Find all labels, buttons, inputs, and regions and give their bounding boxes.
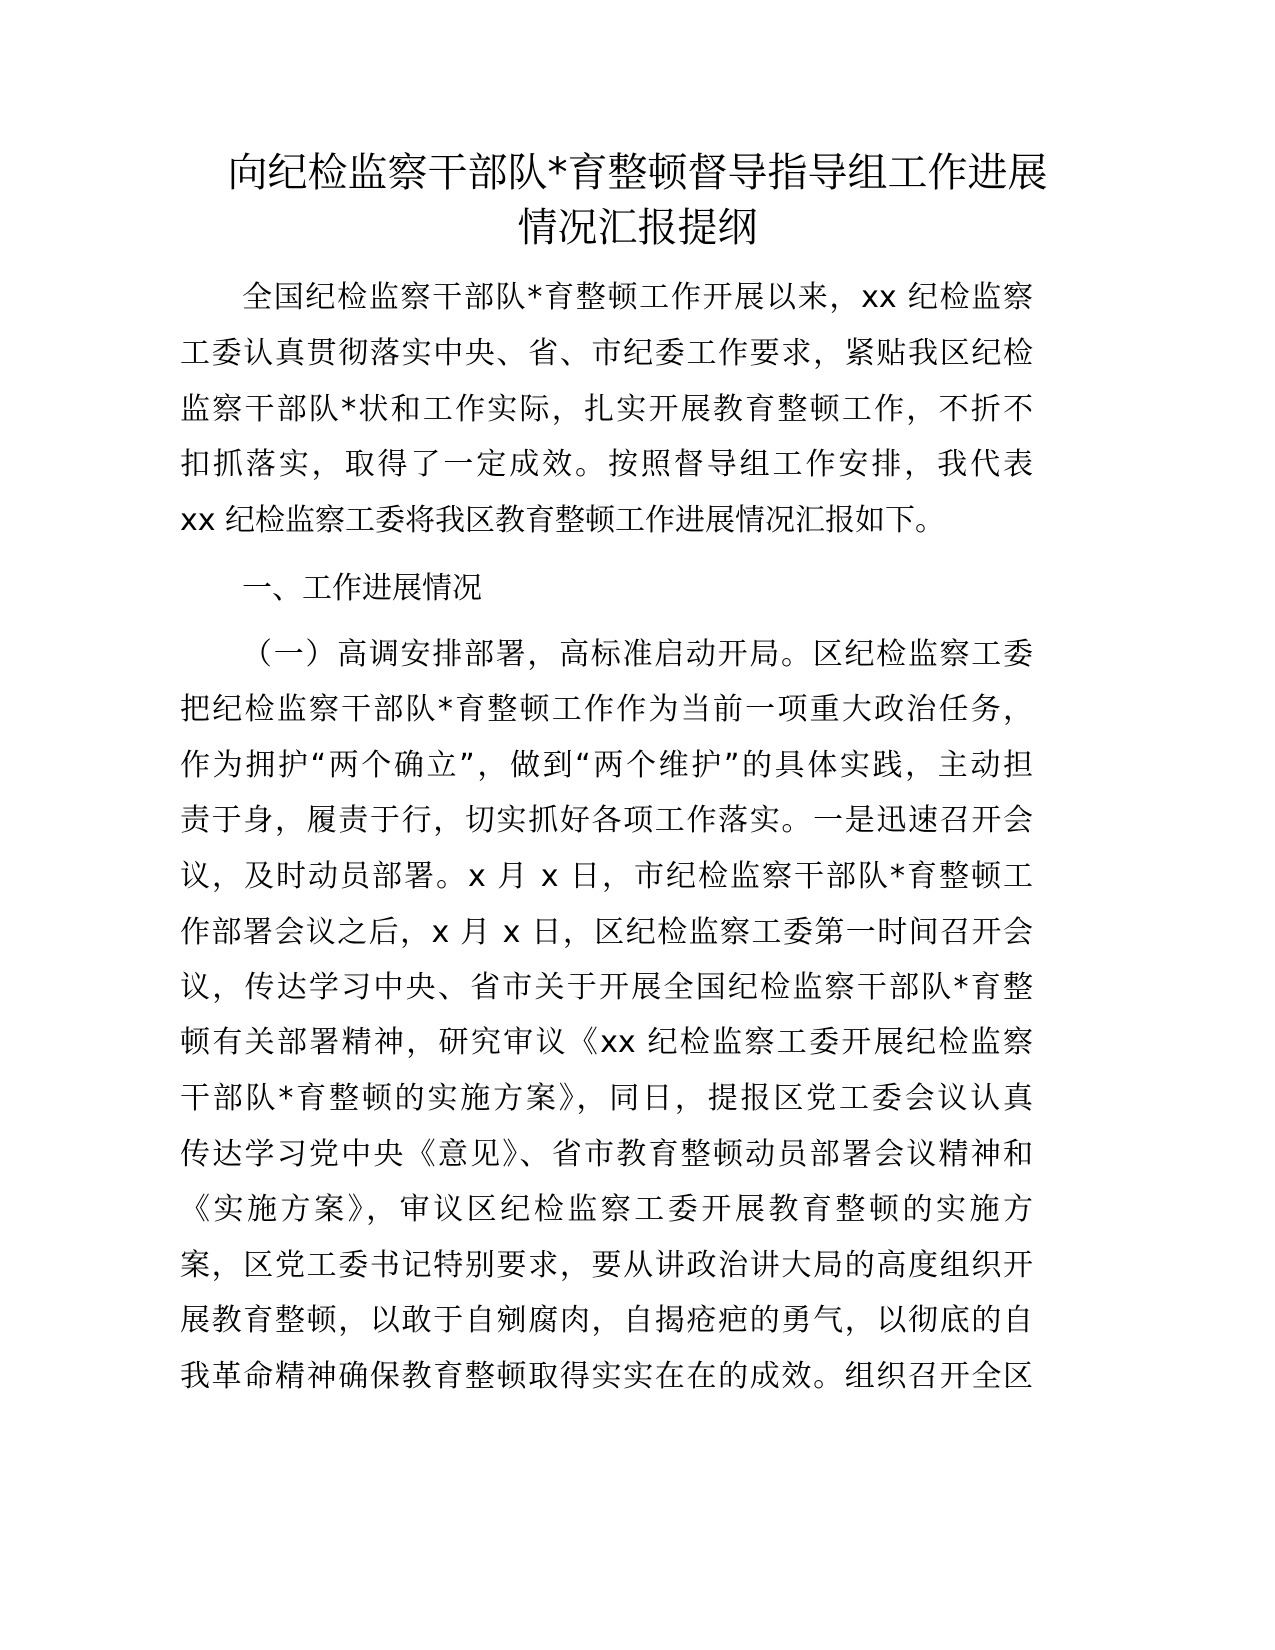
text-line: 把纪检监察干部队*育整顿工作作为当前一项重大政治任务， xyxy=(180,692,1033,727)
text-line: （一）高调安排部署，高标准启动开局。区纪检监察工委 xyxy=(242,637,1033,672)
text-line: 我革命精神确保教育整顿取得实实在在的成效。组织召开全区 xyxy=(180,1359,1033,1394)
text-line: 监察干部队*状和工作实际，扎实开展教育整顿工作，不折不 xyxy=(180,392,1033,427)
document-title-line-2: 情况汇报提纲 xyxy=(517,205,758,251)
text-line: 《实施方案》，审议区纪检监察工委开展教育整顿的实施方 xyxy=(180,1192,1033,1227)
text-line: 干部队*育整顿的实施方案》，同日，提报区党工委会议认真 xyxy=(180,1081,1033,1116)
text-line: xx 纪检监察工委将我区教育整顿工作进展情况汇报如下。 xyxy=(180,503,946,538)
text-line: 责于身，履责于行，切实抓好各项工作落实。一是迅速召开会 xyxy=(180,803,1033,838)
text-line: 顿有关部署精神，研究审议《xx 纪检监察工委开展纪检监察 xyxy=(180,1025,1033,1060)
text-line: 议，传达学习中央、省市关于开展全国纪检监察干部队*育整 xyxy=(180,970,1033,1005)
text-line: 案，区党工委书记特别要求，要从讲政治讲大局的高度组织开 xyxy=(180,1248,1033,1283)
text-line: 展教育整顿，以敢于自剜腐肉，自揭疮疤的勇气，以彻底的自 xyxy=(180,1303,1033,1338)
text-line: 全国纪检监察干部队*育整顿工作开展以来，xx 纪检监察 xyxy=(242,280,1033,315)
document-title-line-1: 向纪检监察干部队*育整顿督导指导组工作进展 xyxy=(227,150,1048,196)
text-line: 工委认真贯彻落实中央、省、市纪委工作要求，紧贴我区纪检 xyxy=(180,336,1033,371)
text-line: 作为拥护“两个确立”，做到“两个维护”的具体实践，主动担 xyxy=(180,748,1033,783)
section-heading: 一、工作进展情况 xyxy=(242,571,482,606)
text-line: 传达学习党中央《意见》、省市教育整顿动员部署会议精神和 xyxy=(180,1137,1033,1172)
text-line: 作部署会议之后，x 月 x 日，区纪检监察工委第一时间召开会 xyxy=(180,915,1033,950)
text-line: 扣抓落实，取得了一定成效。按照督导组工作安排，我代表 xyxy=(180,447,1033,482)
text-line: 议，及时动员部署。x 月 x 日，市纪检监察干部队*育整顿工 xyxy=(180,859,1033,894)
